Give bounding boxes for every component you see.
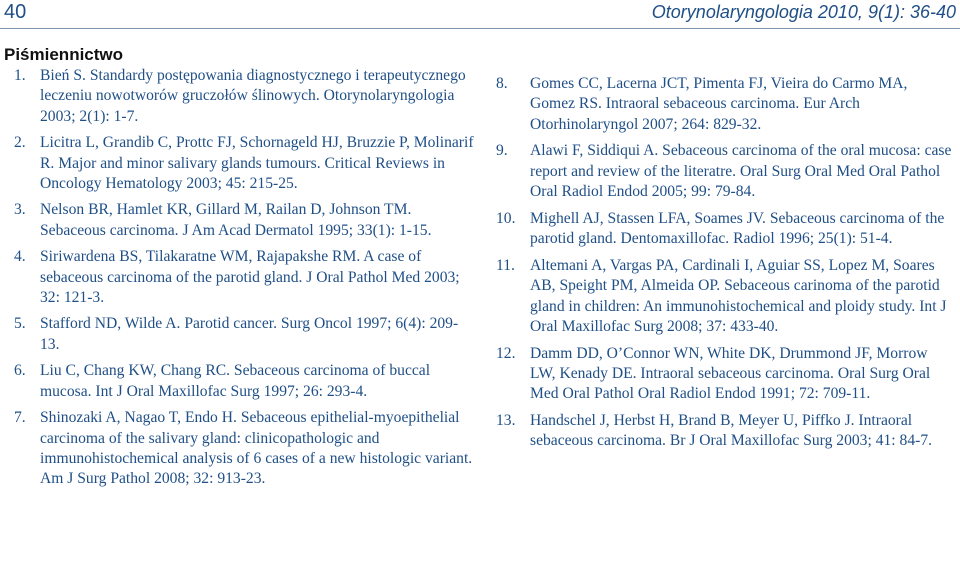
reference-item xyxy=(496,256,956,338)
reference-number: 2. xyxy=(14,134,26,152)
reference-item xyxy=(496,141,956,202)
reference-number: 5. xyxy=(14,315,26,333)
reference-number: 7. xyxy=(14,409,26,427)
reference-item xyxy=(496,209,956,250)
reference-number: 9. xyxy=(496,142,508,160)
references-right-column xyxy=(496,74,956,458)
reference-text: Stafford ND, Wilde A. Parotid cancer. Surg Oncol 1997; 6(4): 209-13. xyxy=(40,315,459,353)
header-divider xyxy=(0,28,960,29)
reference-number: 3. xyxy=(14,201,26,219)
reference-text: Gomes CC, Lacerna JCT, Pimenta FJ, Vieira do Carmo MA, Gomez RS. Intraoral sebaceous carcinoma. Eur Arch Otorhinolaryngol 2007; 264: 829-32. xyxy=(530,75,908,133)
reference-text: Alawi F, Siddiqui A. Sebaceous carcinoma of the oral mucosa: case report and review of the literatre. Oral Surg Oral Med Oral Pathol Oral Radiol Endod 2005; 99: 79-84. xyxy=(530,142,952,201)
reference-text: Bień S. Standardy postępowania diagnostycznego i terapeutycznego leczeniu nowotworów gruczołów ślinowych. Otorynolaryngologia 2003; 2(1): 1-7. xyxy=(40,67,466,125)
reference-text: Liu C, Chang KW, Chang RC. Sebaceous carcinoma of buccal mucosa. Int J Oral Maxillofac Surg 1997; 26: 293-4. xyxy=(40,362,431,400)
reference-item xyxy=(14,66,476,127)
reference-item xyxy=(14,361,476,402)
reference-item xyxy=(496,411,956,452)
page-number: 40 xyxy=(4,1,27,23)
reference-item xyxy=(496,344,956,405)
reference-number: 6. xyxy=(14,362,26,380)
reference-number: 13. xyxy=(496,412,516,430)
reference-text: Siriwardena BS, Tilakaratne WM, Rajapakshe RM. A case of sebaceous carcinoma of the parotid gland. J Oral Pathol Med 2003; 32: 121-3. xyxy=(40,248,460,307)
reference-item xyxy=(14,247,476,308)
reference-item xyxy=(14,133,476,194)
reference-text: Nelson BR, Hamlet KR, Gillard M, Railan D, Johnson TM. Sebaceous carcinoma. J Am Acad Dermatol 1995; 33(1): 1-15. xyxy=(40,201,432,239)
reference-number: 12. xyxy=(496,344,516,362)
reference-item xyxy=(14,408,476,490)
reference-text: Damm DD, O’Connor WN, White DK, Drummond JF, Morrow LW, Kenady DE. Intraoral sebaceous carcinoma. Oral Surg Oral Med Oral Pathol Oral Radiol Endod 1991; 72: 709-11. xyxy=(530,344,931,403)
reference-text: Shinozaki A, Nagao T, Endo H. Sebaceous epithelial-myoepithelial carcinoma of the salivary gland: clinicopathologic and immunohistochemical analysis of 6 cases of a new histologic variant. Am J Surg Pathol 2008; 32: 913-23. xyxy=(40,409,473,488)
reference-number: 1. xyxy=(14,67,26,84)
section-title: Piśmiennictwo xyxy=(4,45,124,64)
reference-number: 4. xyxy=(14,248,26,266)
reference-number: 11. xyxy=(496,256,515,274)
reference-text: Handschel J, Herbst H, Brand B, Meyer U, Piffko J. Intraoral sebaceous carcinoma. Br J Oral Maxillofac Surg 2003; 41: 84-7. xyxy=(530,412,933,450)
reference-item xyxy=(14,200,476,241)
reference-text: Licitra L, Grandib C, Prottc FJ, Schornageld HJ, Bruzzie P, Molinarif R. Major and minor salivary glands tumours. Critical Reviews in Oncology Hematology 2003; 45: 215-25. xyxy=(40,134,474,193)
reference-item xyxy=(14,314,476,355)
reference-text: Mighell AJ, Stassen LFA, Soames JV. Sebaceous carcinoma of the parotid gland. Dentomaxillofac. Radiol 1996; 25(1): 51-4. xyxy=(530,209,945,248)
page-header xyxy=(0,0,960,28)
reference-text: Altemani A, Vargas PA, Cardinali I, Aguiar SS, Lopez M, Soares AB, Speight PM, Almeida OP. Sebaceous carinoma of the parotid gland in children: An immunohistochemical and ploidy study. Int J Oral Maxillofac Surg 2008; 37: 433-40. xyxy=(530,256,947,336)
reference-number: 8. xyxy=(496,75,508,92)
reference-number: 10. xyxy=(496,209,516,227)
reference-item xyxy=(496,74,956,135)
references-left-column xyxy=(14,66,476,496)
journal-citation: Otorynolaryngologia 2010, 9(1): 36-40 xyxy=(651,2,956,22)
